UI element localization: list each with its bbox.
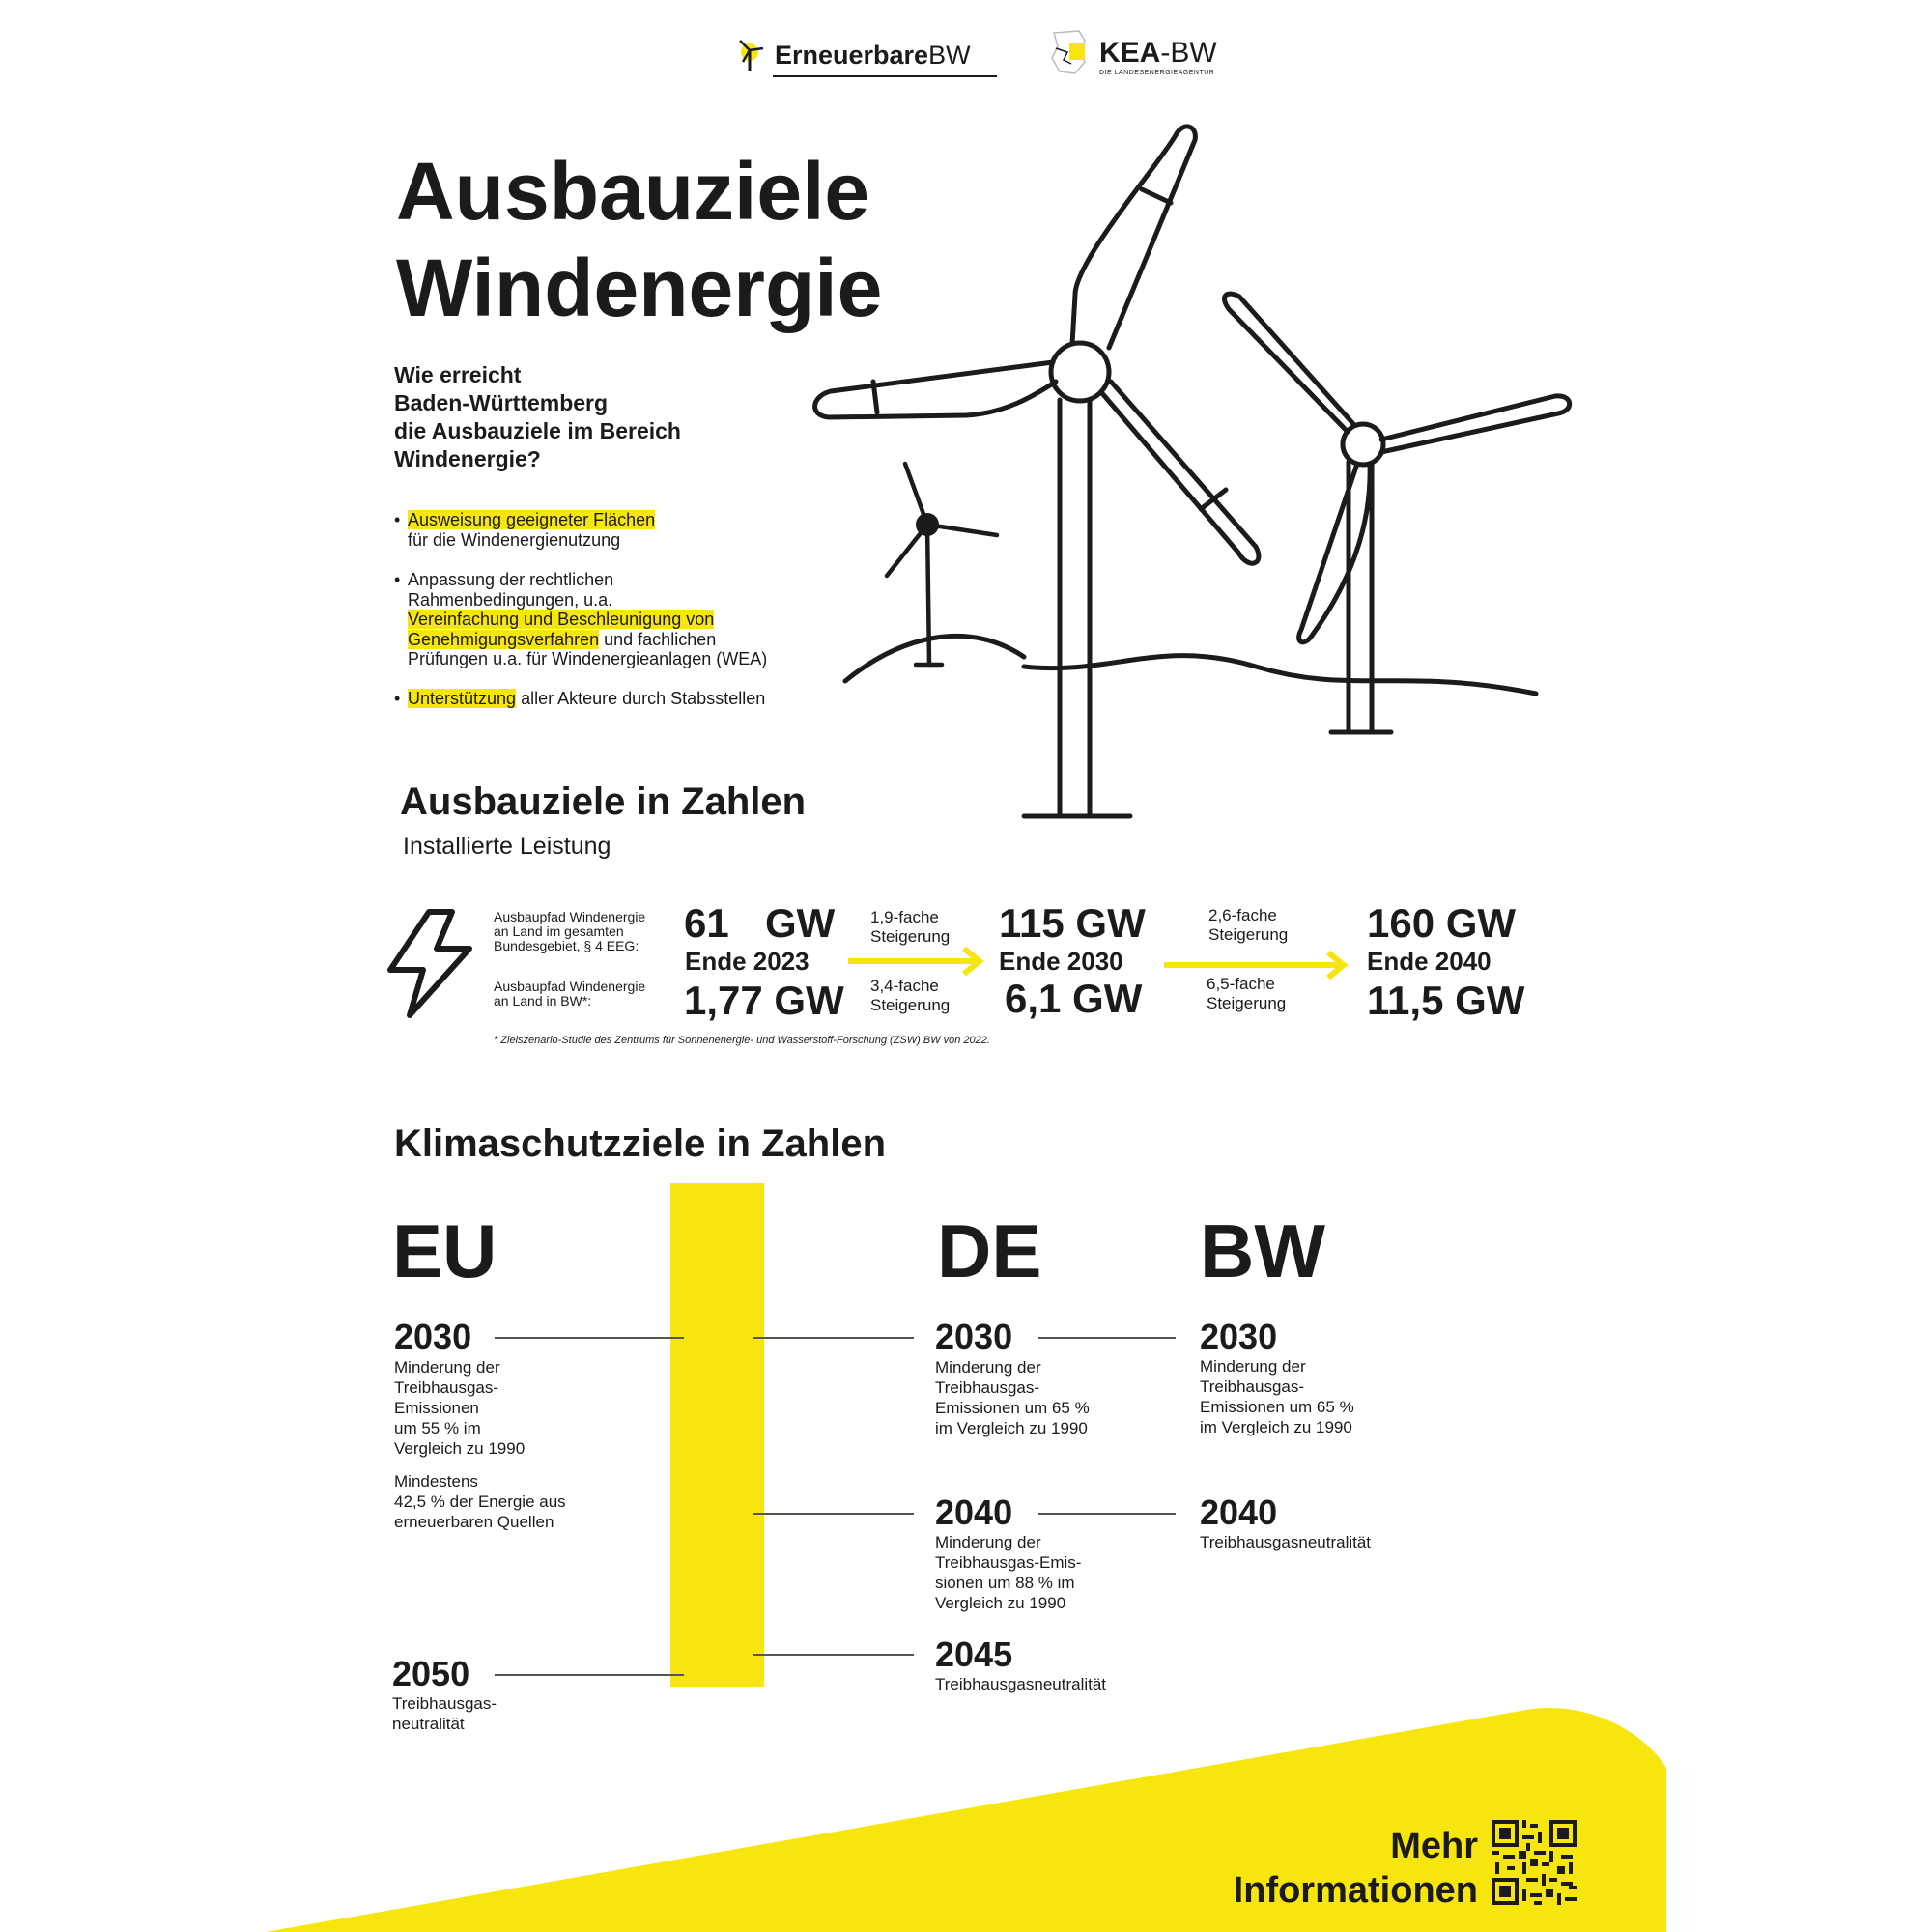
bw-year-2030: 2030 [1200, 1317, 1278, 1356]
de-2040-desc-line: Minderung der [935, 1533, 1041, 1551]
question-line-1: Wie erreicht [394, 362, 522, 387]
de-2030-desc-line: Treibhausgas- [935, 1378, 1040, 1397]
label-de-line-1: Ausbaupfad Windenergie [494, 909, 646, 924]
bw-2040-value: 11,5 GW [1367, 978, 1525, 1023]
bw-2030-desc-line: Minderung der [1200, 1357, 1306, 1376]
connector-line [753, 1654, 914, 1656]
step1-bw-factor-line-1: 3,4-fache [870, 977, 939, 995]
bullet-2-highlight-2: Genehmigungsverfahren [408, 629, 600, 649]
kea-name: KEA [1099, 37, 1161, 69]
eu-year-2050: 2050 [392, 1654, 470, 1693]
eu-2050-desc-line: Treibhausgas- [392, 1694, 497, 1713]
eu-renewables-line: erneuerbaren Quellen [394, 1513, 554, 1531]
ausbau-title: Ausbauziele in Zahlen [400, 781, 807, 823]
bullet-3-text: aller Akteure durch Stabsstellen [521, 688, 766, 708]
kea-bw: -BW [1160, 37, 1217, 69]
measures-list [394, 510, 790, 728]
step1-de-factor [870, 908, 950, 947]
de-year-2040: 2040 [935, 1492, 1013, 1532]
region-bw: BW [1200, 1208, 1325, 1293]
connector-line [495, 1337, 684, 1339]
region-de: DE [937, 1208, 1042, 1293]
timeline-bar [670, 1183, 764, 1687]
de-2040-description [935, 1532, 1081, 1613]
eu-2030-desc-line: um 55 % im [394, 1419, 481, 1437]
question-line-3: die Ausbauziele im Bereich [394, 418, 681, 443]
de-2045-desc-line: Treibhausgasneutralität [935, 1675, 1107, 1693]
footnote: * Zielszenario-Studie des Zentrums für Sonnenenergie- und Wasserstoff-Forschung (ZSW) BW von 2022. [494, 1035, 990, 1046]
logo-eb-underline [773, 75, 997, 77]
eu-renewables-description [394, 1471, 566, 1532]
de-2040-desc-line: Vergleich zu 1990 [935, 1594, 1066, 1612]
hill-left [845, 636, 1024, 681]
list-item [394, 510, 790, 550]
more-info-line-2: Informationen [1233, 1870, 1478, 1911]
de-2040-desc-line: sionen um 88 % im [935, 1574, 1075, 1592]
more-info-link[interactable] [1234, 1824, 1478, 1913]
question-line-2: Baden-Württemberg [394, 390, 609, 415]
label-bw [494, 980, 645, 1009]
bw-2030-value: 6,1 GW [1005, 976, 1143, 1021]
step2-bw-factor-line-2: Steigerung [1207, 994, 1287, 1012]
bw-2023-value: 1,77 GW [684, 978, 844, 1023]
connector-line [753, 1513, 914, 1515]
bullet-1-text: für die Windenergienutzung [408, 529, 621, 550]
end-2023-label: Ende 2023 [685, 947, 810, 976]
step1-bw-factor [870, 977, 950, 1015]
de-year-2045: 2045 [935, 1634, 1013, 1674]
label-de-line-2: an Land im gesamten [494, 923, 624, 939]
kea-map-logo-icon [1046, 29, 1094, 77]
logo-eb-name: Erneuerbare [775, 40, 929, 70]
bw-2040-description [1200, 1532, 1371, 1552]
connector-line [1038, 1513, 1176, 1515]
de-2030-desc-line: Minderung der [935, 1358, 1041, 1377]
step2-bw-factor-line-1: 6,5-fache [1207, 975, 1275, 993]
eu-2030-desc-line: Emissionen [394, 1399, 479, 1417]
de-year-2030: 2030 [935, 1317, 1013, 1356]
bullet-3-highlight: Unterstützung [408, 688, 517, 708]
footer-yellow-shape [0, 1700, 1932, 1932]
label-de [494, 910, 645, 953]
connector-line [495, 1674, 684, 1676]
de-2040-value: 160 GW [1367, 900, 1517, 946]
wind-turbine-logo-icon [734, 37, 767, 73]
kea-subtitle: DIE LANDESENERGIEAGENTUR [1099, 70, 1215, 76]
hill-right [1024, 656, 1536, 694]
intro-question [394, 361, 781, 473]
bw-2030-description [1200, 1356, 1354, 1437]
bw-year-2040: 2040 [1200, 1492, 1278, 1532]
de-2023-unit: GW [765, 900, 836, 946]
bw-2030-desc-line: im Vergleich zu 1990 [1200, 1418, 1352, 1436]
de-2030-value: 115 GW [999, 900, 1146, 946]
de-2040-desc-line: Treibhausgas-Emis- [935, 1553, 1082, 1572]
end-2040-label: Ende 2040 [1367, 947, 1492, 976]
lightning-icon [384, 908, 475, 1019]
step2-de-factor-line-1: 2,6-fache [1208, 906, 1277, 924]
bullet-2-pre: Anpassung der rechtlichen Rahmenbedingungen, u.a. [408, 570, 614, 610]
question-line-4: Windenergie? [394, 446, 541, 471]
connector-line [1038, 1337, 1176, 1339]
label-bw-line-2: an Land in BW*: [494, 993, 592, 1009]
eu-2030-description [394, 1357, 525, 1459]
eu-year-2030: 2030 [394, 1317, 472, 1356]
wind-turbines-illustration [802, 116, 1575, 831]
title-line-2: Windenergie [396, 242, 883, 333]
eu-2030-desc-line: Minderung der [394, 1358, 500, 1377]
eu-2050-desc-line: neutralität [392, 1715, 465, 1733]
de-2023-value: 61 [684, 900, 729, 946]
erneuerbare-bw-logo[interactable] [734, 37, 971, 73]
ausbau-subtitle: Installierte Leistung [403, 833, 611, 860]
step1-de-factor-line-2: Steigerung [870, 927, 951, 946]
de-2030-desc-line: Emissionen um 65 % [935, 1399, 1090, 1417]
bw-2040-desc-line: Treibhausgasneutralität [1200, 1533, 1372, 1551]
bw-2030-desc-line: Treibhausgas- [1200, 1378, 1305, 1396]
step2-bw-factor [1207, 975, 1286, 1013]
bullet-2-highlight-1: Vereinfachung und Beschleunigung von [408, 610, 715, 629]
eu-2030-desc-line: Vergleich zu 1990 [394, 1439, 526, 1458]
de-2030-description [935, 1357, 1090, 1438]
arrow-right-icon [846, 945, 986, 978]
step1-bw-factor-line-2: Steigerung [870, 996, 951, 1014]
title-line-1: Ausbauziele [396, 146, 870, 237]
end-2030-label: Ende 2030 [999, 947, 1123, 976]
step1-de-factor-line-1: 1,9-fache [870, 908, 939, 926]
de-2030-desc-line: im Vergleich zu 1990 [935, 1419, 1088, 1437]
logo-eb-bw: BW [928, 40, 971, 70]
eu-2030-desc-line: Treibhausgas- [394, 1378, 499, 1397]
step2-de-factor-line-2: Steigerung [1208, 925, 1289, 944]
connector-line [753, 1337, 914, 1339]
klima-title: Klimaschutzziele in Zahlen [394, 1122, 887, 1165]
more-info-line-1: Mehr [1390, 1826, 1478, 1866]
label-de-line-3: Bundesgebiet, § 4 EEG: [494, 938, 639, 953]
region-eu: EU [392, 1208, 497, 1293]
de-2045-description [935, 1674, 1106, 1694]
label-bw-line-1: Ausbaupfad Windenergie [494, 979, 646, 994]
right-turbine [1225, 294, 1570, 732]
large-turbine [815, 127, 1259, 816]
list-item [394, 570, 790, 669]
bullet-2-rest: und fachlichen Prüfungen u.a. für Windenergieanlagen (WEA) [408, 629, 768, 668]
qr-code-icon[interactable] [1492, 1820, 1577, 1905]
bullet-1-highlight: Ausweisung geeigneter Flächen [408, 510, 656, 529]
bw-2030-desc-line: Emissionen um 65 % [1200, 1398, 1354, 1416]
eu-renewables-line: 42,5 % der Energie aus [394, 1492, 566, 1511]
eu-renewables-line: Mindestens [394, 1472, 478, 1491]
list-item [394, 689, 790, 709]
step2-de-factor [1208, 906, 1288, 945]
